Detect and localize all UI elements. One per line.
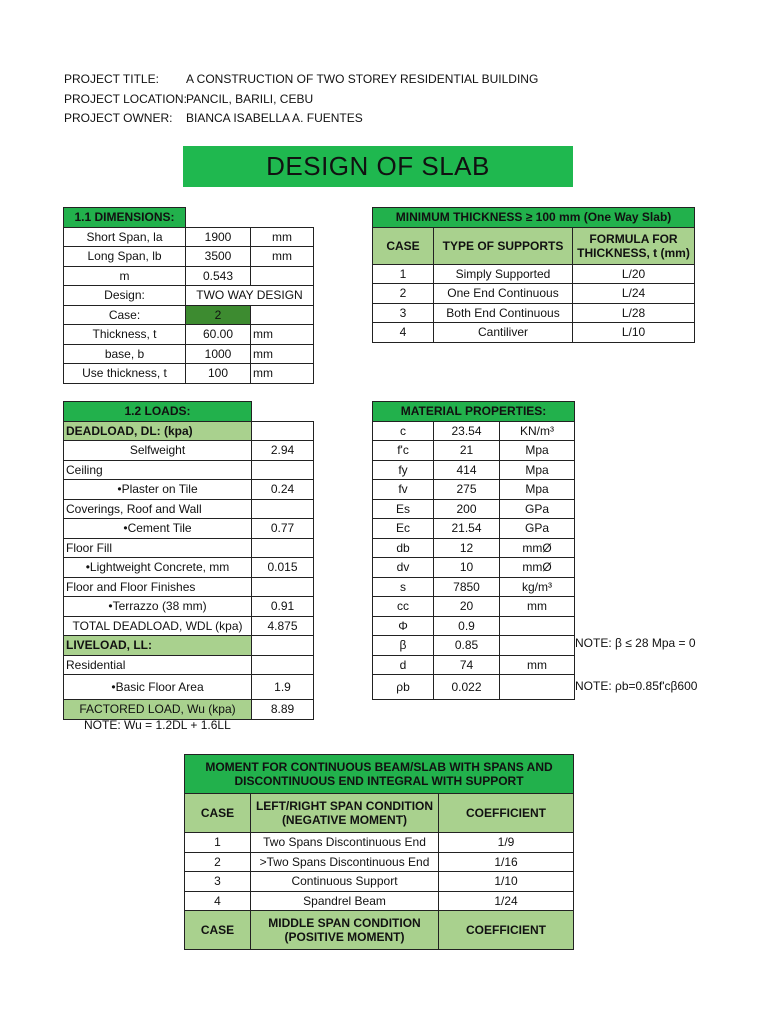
load-value[interactable]: 1.9	[252, 675, 314, 700]
mat-unit	[500, 616, 575, 636]
mat-value[interactable]: 21.54	[434, 519, 500, 539]
mat-unit: Mpa	[500, 460, 575, 480]
case-cell: 2	[373, 284, 434, 304]
table-row	[64, 266, 314, 286]
table-row	[64, 364, 314, 384]
mat-symbol: ρb	[373, 675, 434, 700]
table-row	[64, 616, 314, 636]
type-cell: Both End Continuous	[434, 303, 573, 323]
dim-case-value[interactable]: 2	[186, 305, 251, 325]
dim-value[interactable]: 60.00	[186, 325, 251, 345]
mat-symbol: s	[373, 577, 434, 597]
table-row	[373, 303, 695, 323]
mat-unit: GPa	[500, 519, 575, 539]
load-value[interactable]: 0.015	[252, 558, 314, 578]
table-row	[373, 655, 575, 675]
mat-symbol: f'c	[373, 441, 434, 461]
table-row	[64, 460, 314, 480]
table-row	[64, 519, 314, 539]
mat-symbol: Ec	[373, 519, 434, 539]
load-value[interactable]: 0.91	[252, 597, 314, 617]
material-table	[372, 401, 575, 700]
mat-value[interactable]: 7850	[434, 577, 500, 597]
coefficient-cell: 1/16	[439, 852, 574, 872]
table-row	[64, 227, 314, 247]
project-title-line	[64, 70, 538, 88]
table-row	[373, 577, 575, 597]
dim-label: Thickness, t	[64, 325, 186, 345]
table-row	[64, 344, 314, 364]
total-deadload-value: 4.875	[252, 616, 314, 636]
mat-unit: mm	[500, 655, 575, 675]
project-owner-line	[64, 109, 363, 127]
case-cell: 1	[185, 833, 251, 853]
factored-load-label: FACTORED LOAD, Wu (kpa)	[64, 700, 252, 720]
mat-unit: Mpa	[500, 480, 575, 500]
page-title-banner: DESIGN OF SLAB	[183, 146, 573, 187]
dim-label: m	[64, 266, 186, 286]
wu-note: NOTE: Wu = 1.2DL + 1.6LL	[84, 718, 231, 732]
load-label: •Terrazzo (38 mm)	[64, 597, 252, 617]
moment-header: MOMENT FOR CONTINUOUS BEAM/SLAB WITH SPANS AND DISCONTINUOUS END INTEGRAL WITH SUPPORT	[185, 755, 574, 794]
load-label: Selfweight	[64, 441, 252, 461]
mat-unit: Mpa	[500, 441, 575, 461]
table-row	[373, 441, 575, 461]
table-row	[64, 597, 314, 617]
mat-value[interactable]: 414	[434, 460, 500, 480]
case-cell: 2	[185, 852, 251, 872]
dim-label: base, b	[64, 344, 186, 364]
moment-col-coeff-2: COEFFICIENT	[439, 911, 574, 950]
mat-symbol: fv	[373, 480, 434, 500]
table-row	[373, 480, 575, 500]
load-group-label: Coverings, Roof and Wall	[64, 499, 252, 519]
type-cell: Simply Supported	[434, 264, 573, 284]
dimensions-table	[63, 207, 314, 384]
table-row	[373, 499, 575, 519]
mat-value[interactable]: 0.85	[434, 636, 500, 656]
load-label: •Basic Floor Area	[64, 675, 252, 700]
loads-header: 1.2 LOADS:	[64, 402, 252, 422]
mat-unit	[500, 636, 575, 656]
dim-unit: mm	[251, 325, 314, 345]
coefficient-cell: 1/10	[439, 872, 574, 892]
rho-note: NOTE: ρb=0.85f'cβ600	[575, 679, 698, 693]
mat-unit: mm	[500, 597, 575, 617]
coefficient-cell: 1/24	[439, 891, 574, 911]
dim-label: Short Span, la	[64, 227, 186, 247]
table-row	[64, 247, 314, 267]
mat-value[interactable]: 12	[434, 538, 500, 558]
project-owner-label: PROJECT OWNER:	[64, 111, 173, 125]
table-row	[64, 675, 314, 700]
case-cell: 3	[373, 303, 434, 323]
mat-symbol: cc	[373, 597, 434, 617]
moment-table	[184, 754, 574, 950]
table-row	[185, 852, 574, 872]
case-cell: 4	[185, 891, 251, 911]
table-row	[64, 286, 314, 306]
table-row	[373, 460, 575, 480]
table-row	[185, 872, 574, 892]
col-type-header: TYPE OF SUPPORTS	[434, 227, 573, 264]
dim-unit: mm	[251, 247, 314, 267]
min-thickness-table	[372, 207, 695, 343]
mat-value[interactable]: 23.54	[434, 421, 500, 441]
load-group-label: Ceiling	[64, 460, 252, 480]
mat-unit: KN/m³	[500, 421, 575, 441]
mat-symbol: c	[373, 421, 434, 441]
dim-unit	[251, 305, 314, 325]
mat-unit: mmØ	[500, 538, 575, 558]
mat-symbol: fy	[373, 460, 434, 480]
project-location-value: PANCIL, BARILI, CEBU	[186, 92, 314, 106]
mat-symbol: db	[373, 538, 434, 558]
table-row	[64, 577, 314, 597]
table-row	[64, 325, 314, 345]
project-owner-value: BIANCA ISABELLA A. FUENTES	[186, 111, 363, 125]
condition-cell: >Two Spans Discontinuous End	[251, 852, 439, 872]
mat-symbol: Es	[373, 499, 434, 519]
material-header: MATERIAL PROPERTIES:	[373, 402, 575, 422]
table-row	[64, 655, 314, 675]
table-row	[64, 499, 314, 519]
dim-label: Long Span, lb	[64, 247, 186, 267]
table-row	[185, 891, 574, 911]
formula-cell: L/10	[573, 323, 695, 343]
table-row	[373, 538, 575, 558]
load-label: •Lightweight Concrete, mm	[64, 558, 252, 578]
mat-symbol: Φ	[373, 616, 434, 636]
table-row	[64, 305, 314, 325]
mat-unit: mmØ	[500, 558, 575, 578]
table-row	[373, 597, 575, 617]
mat-value[interactable]: 10	[434, 558, 500, 578]
coefficient-cell: 1/9	[439, 833, 574, 853]
load-value[interactable]: 2.94	[252, 441, 314, 461]
load-group-label: Floor and Floor Finishes	[64, 577, 252, 597]
moment-col-condition: LEFT/RIGHT SPAN CONDITION (NEGATIVE MOMENT)	[251, 794, 439, 833]
dimensions-header: 1.1 DIMENSIONS:	[64, 208, 186, 228]
load-value[interactable]: 0.24	[252, 480, 314, 500]
case-cell: 1	[373, 264, 434, 284]
project-location-line	[64, 90, 313, 108]
table-row	[373, 421, 575, 441]
col-case-header: CASE	[373, 227, 434, 264]
moment-col-coeff: COEFFICIENT	[439, 794, 574, 833]
load-value[interactable]: 0.77	[252, 519, 314, 539]
table-row	[185, 833, 574, 853]
table-row	[373, 284, 695, 304]
dim-label: Design:	[64, 286, 186, 306]
dim-unit: mm	[251, 227, 314, 247]
condition-cell: Spandrel Beam	[251, 891, 439, 911]
load-group-label: Floor Fill	[64, 538, 252, 558]
mat-value[interactable]: 0.9	[434, 616, 500, 636]
dim-value[interactable]: 0.543	[186, 266, 251, 286]
mat-value[interactable]: 200	[434, 499, 500, 519]
dim-design-value[interactable]: TWO WAY DESIGN	[186, 286, 314, 306]
table-row	[373, 323, 695, 343]
moment-col-case-2: CASE	[185, 911, 251, 950]
mat-unit	[500, 675, 575, 700]
liveload-header: LIVELOAD, LL:	[64, 636, 252, 656]
dim-value[interactable]: 1900	[186, 227, 251, 247]
table-row	[64, 441, 314, 461]
project-title-label: PROJECT TITLE:	[64, 72, 159, 86]
table-row	[64, 480, 314, 500]
formula-cell: L/28	[573, 303, 695, 323]
project-title-value: A CONSTRUCTION OF TWO STOREY RESIDENTIAL BUILDING	[186, 72, 539, 86]
dim-unit: mm	[251, 344, 314, 364]
mat-value[interactable]: 21	[434, 441, 500, 461]
dim-unit	[251, 266, 314, 286]
mat-value[interactable]: 0.022	[434, 675, 500, 700]
total-deadload-label: TOTAL DEADLOAD, WDL (kpa)	[64, 616, 252, 636]
load-label: •Cement Tile	[64, 519, 252, 539]
table-row	[373, 616, 575, 636]
formula-cell: L/20	[573, 264, 695, 284]
mat-symbol: d	[373, 655, 434, 675]
loads-table	[63, 401, 314, 720]
col-formula-header: FORMULA FOR THICKNESS, t (mm)	[573, 227, 695, 264]
type-cell: One End Continuous	[434, 284, 573, 304]
mat-unit: GPa	[500, 499, 575, 519]
moment-col-condition-2: MIDDLE SPAN CONDITION (POSITIVE MOMENT)	[251, 911, 439, 950]
type-cell: Cantiliver	[434, 323, 573, 343]
table-row	[373, 558, 575, 578]
table-row	[373, 264, 695, 284]
min-thickness-header: MINIMUM THICKNESS ≥ 100 mm (One Way Slab)	[373, 208, 695, 228]
mat-symbol: dv	[373, 558, 434, 578]
load-label: •Plaster on Tile	[64, 480, 252, 500]
dim-value[interactable]: 1000	[186, 344, 251, 364]
dim-label: Case:	[64, 305, 186, 325]
table-row	[373, 519, 575, 539]
dim-label: Use thickness, t	[64, 364, 186, 384]
project-location-label: PROJECT LOCATION:	[64, 92, 187, 106]
formula-cell: L/24	[573, 284, 695, 304]
mat-value[interactable]: 74	[434, 655, 500, 675]
table-row	[373, 675, 575, 700]
moment-col-case: CASE	[185, 794, 251, 833]
beta-note: NOTE: β ≤ 28 Mpa = 0	[575, 636, 696, 650]
load-group-label: Residential	[64, 655, 252, 675]
deadload-header: DEADLOAD, DL: (kpa)	[64, 421, 252, 441]
case-cell: 4	[373, 323, 434, 343]
case-cell: 3	[185, 872, 251, 892]
condition-cell: Continuous Support	[251, 872, 439, 892]
table-row	[373, 636, 575, 656]
dim-value[interactable]: 100	[186, 364, 251, 384]
mat-symbol: β	[373, 636, 434, 656]
table-row	[64, 558, 314, 578]
dim-unit: mm	[251, 364, 314, 384]
condition-cell: Two Spans Discontinuous End	[251, 833, 439, 853]
mat-value[interactable]: 275	[434, 480, 500, 500]
mat-unit: kg/m³	[500, 577, 575, 597]
factored-load-value: 8.89	[252, 700, 314, 720]
mat-value[interactable]: 20	[434, 597, 500, 617]
table-row	[64, 538, 314, 558]
dim-value[interactable]: 3500	[186, 247, 251, 267]
